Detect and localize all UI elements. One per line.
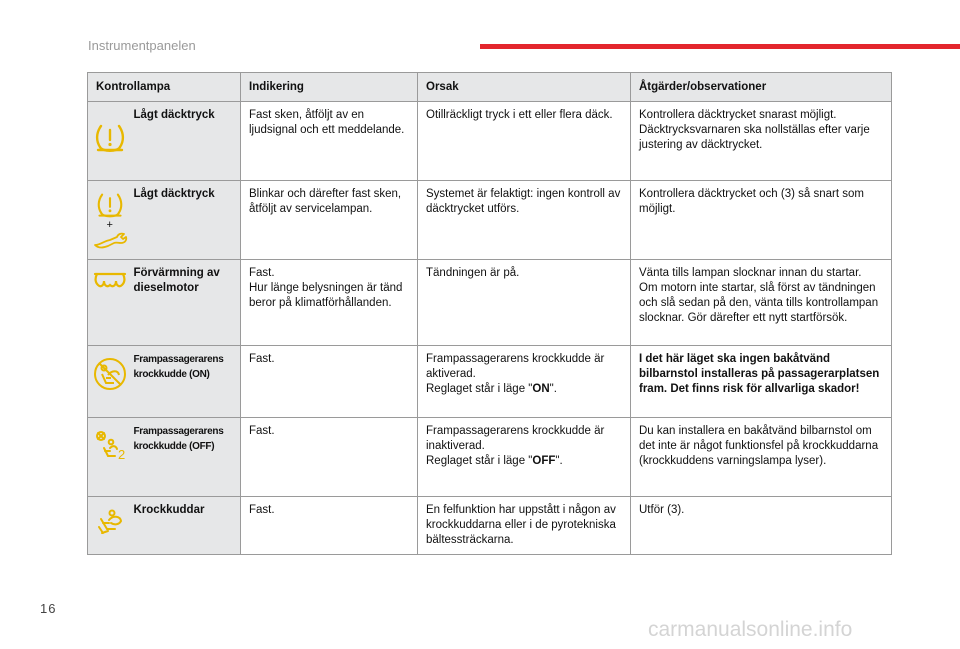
svg-text:2: 2: [117, 447, 125, 462]
indication-cell: Fast.: [241, 497, 418, 555]
header-kontrollampa: Kontrollampa: [88, 73, 241, 102]
table-row: [88, 497, 892, 555]
lamp-name: Frampassagerarens krockkudde (ON): [132, 346, 241, 418]
indication-cell: Fast.: [241, 346, 418, 418]
cause-text: Frampassagerarens krockkudde är aktiverad. Reglaget står i läge ": [426, 353, 605, 395]
lamp-name: Förvärmning av dieselmotor: [132, 260, 241, 346]
airbags-icon: [93, 507, 127, 537]
cause-cell: [418, 346, 631, 418]
wrench-icon: [92, 231, 128, 249]
lamp-name: Krockkuddar: [132, 497, 241, 555]
cause-cell: Tändningen är på.: [418, 260, 631, 346]
indication-cell: Blinkar och därefter fast sken, åtföljt av servicelampan.: [241, 181, 418, 260]
cause-text-end: ".: [549, 383, 557, 395]
action-cell: Kontrollera däcktrycket och (3) så snart som möjligt.: [631, 181, 892, 260]
header-accent-bar: [480, 44, 960, 49]
table-header-row: [88, 73, 892, 102]
action-cell: Kontrollera däcktrycket snarast möjligt. Däcktrycksvarnaren ska nollställas efter varje justering av däcktrycket.: [631, 102, 892, 181]
header-indikering: Indikering: [241, 73, 418, 102]
cause-cell: En felfunktion har uppstått i någon av krockkuddarna eller i de pyrotekniska bältessträckarna.: [418, 497, 631, 555]
header-orsak: Orsak: [418, 73, 631, 102]
cause-cell: [418, 418, 631, 497]
table-row: [88, 181, 892, 260]
watermark: carmanualsonline.info: [648, 618, 853, 641]
indication-cell: Fast sken, åtföljt av en ljudsignal och ett meddelande.: [241, 102, 418, 181]
glow-plug-icon: [93, 270, 127, 292]
cause-text: Frampassagerarens krockkudde är inaktiverad. Reglaget står i läge ": [426, 425, 605, 467]
switch-position-on: ON: [532, 383, 550, 395]
tire-pressure-icon: [93, 123, 127, 155]
lamp-name: Frampassagerarens krockkudde (OFF): [132, 418, 241, 497]
header-atgarder: Åtgärder/observationer: [631, 73, 892, 102]
tire-pressure-icon: [95, 192, 125, 220]
cause-cell: Otillräckligt tryck i ett eller flera däck.: [418, 102, 631, 181]
warning-lamp-table: [87, 72, 892, 555]
lamp-name: Lågt däcktryck: [132, 181, 241, 260]
action-cell: I det här läget ska ingen bakåtvänd bilbarnstol installeras på passagerarplatsen fram. Det finns risk för allvarliga skador!: [631, 346, 892, 418]
table-row: [88, 102, 892, 181]
action-cell: Vänta tills lampan slocknar innan du startar. Om motorn inte startar, slå först av tändningen och slå sedan på den, vänta tills kontrollampan slocknar. Gör därefter ett nytt startförsök.: [631, 260, 892, 346]
indication-cell: Fast.: [241, 418, 418, 497]
table-row: [88, 346, 892, 418]
page-number: 16: [40, 601, 57, 616]
action-cell: Utför (3).: [631, 497, 892, 555]
cause-cell: Systemet är felaktigt: ingen kontroll av däcktrycket utförs.: [418, 181, 631, 260]
section-title: Instrumentpanelen: [88, 38, 196, 53]
airbag-on-icon: [92, 356, 128, 392]
indication-cell: Fast. Hur länge belysningen är tänd beror på klimatförhållanden.: [241, 260, 418, 346]
cause-text-end: ".: [555, 455, 563, 467]
lamp-name: Lågt däcktryck: [132, 102, 241, 181]
table-row: [88, 418, 892, 497]
plus-sign: +: [106, 218, 113, 231]
switch-position-off: OFF: [532, 455, 556, 467]
airbag-off-icon: [92, 428, 128, 462]
table-row: [88, 260, 892, 346]
action-cell: Du kan installera en bakåtvänd bilbarnstol om det inte är något funktionsfel på krockkuddarna (krockkuddens varningslampa lyser).: [631, 418, 892, 497]
